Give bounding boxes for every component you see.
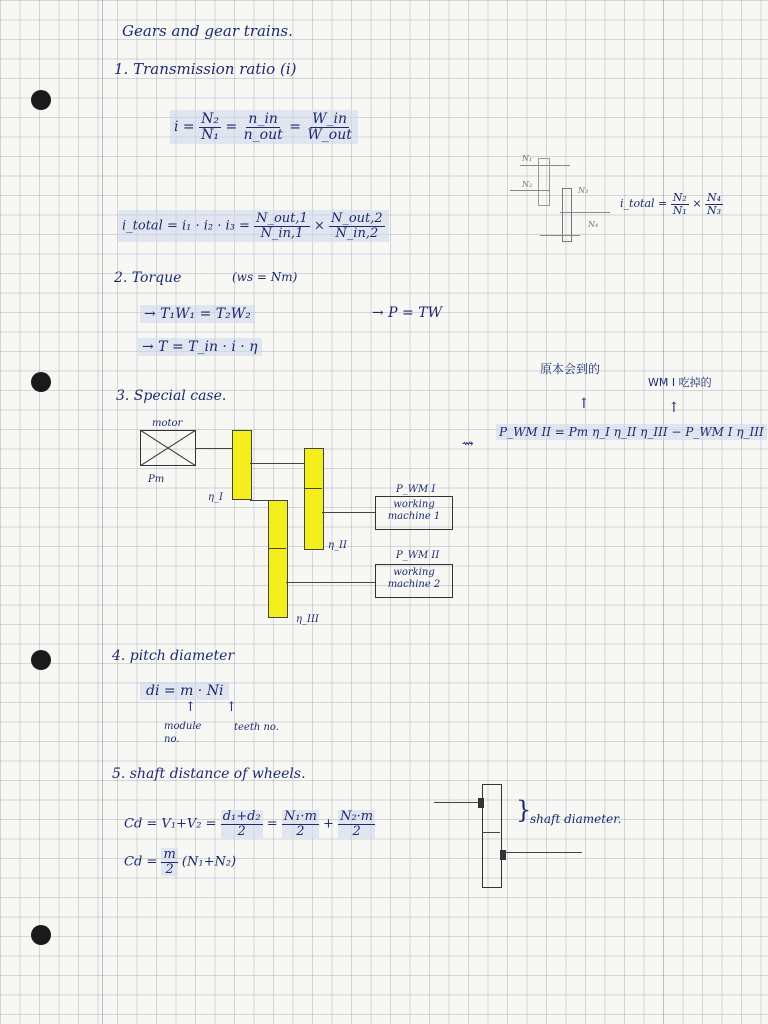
sketch-label: N₃ bbox=[578, 186, 589, 195]
wm2-power-formula: P_WM II = Pm η_I η_II η_III − P_WM I η_III bbox=[496, 424, 767, 440]
arrow-up: ↑ bbox=[185, 700, 196, 715]
working-machine-2-label: working machine 2 bbox=[387, 567, 441, 590]
page-title: Gears and gear trains. bbox=[122, 22, 293, 40]
section-1-heading: 1. Transmission ratio (i) bbox=[114, 60, 297, 78]
eq-lhs: i = bbox=[174, 119, 195, 136]
arrow-up: ↑ bbox=[226, 700, 237, 715]
torque-note: (ws = Nm) bbox=[232, 270, 298, 284]
margin-line bbox=[102, 0, 103, 1024]
binder-hole bbox=[31, 372, 51, 392]
binder-hole bbox=[31, 650, 51, 670]
torque-eq-2: → T = T_in · i · η bbox=[138, 338, 262, 356]
plus: + bbox=[323, 816, 334, 832]
section-5-heading: 5. shaft distance of wheels. bbox=[112, 766, 306, 782]
binder-hole bbox=[31, 925, 51, 945]
gear-divider bbox=[304, 488, 322, 489]
shaft-line bbox=[196, 448, 232, 449]
margin-line-right bbox=[663, 0, 664, 1024]
working-machine-2 bbox=[375, 564, 453, 598]
shaft-distance-eq-1 bbox=[124, 810, 375, 838]
binder-hole bbox=[31, 90, 51, 110]
fraction: $\frac{\text{N₂·m}}{2}$ bbox=[340, 809, 374, 839]
eq-lhs: i_total = bbox=[620, 197, 668, 211]
shaft-line bbox=[250, 463, 304, 464]
eq-lhs: Cd = bbox=[124, 854, 158, 870]
motor-label: motor bbox=[152, 418, 183, 429]
shaft-distance-eq-2 bbox=[124, 848, 236, 876]
wm2-power-label: P_WM II bbox=[396, 550, 440, 561]
fraction: $\frac{\text{N₂}}{\text{N₁}}$ bbox=[201, 111, 219, 143]
working-machine-1-label: working machine 1 bbox=[387, 499, 441, 522]
shaft-line bbox=[250, 500, 270, 501]
arrow-up: ↑ bbox=[668, 400, 680, 416]
times: × bbox=[313, 218, 325, 234]
fraction: $\frac{\text{N₁·m}}{2}$ bbox=[283, 809, 317, 839]
fraction: $\frac{\text{N\_out,2}}{N\_in,2}$ bbox=[330, 211, 383, 241]
side-total-ratio bbox=[620, 192, 723, 216]
annotation-original: 原本会到的 bbox=[540, 362, 601, 376]
gear-3 bbox=[268, 500, 288, 618]
fraction: $\frac{\text{N₂}}{\text{N₁}}$ bbox=[672, 191, 687, 217]
times: × bbox=[692, 197, 702, 211]
equals: = bbox=[289, 119, 301, 136]
wm1-power-label: P_WM I bbox=[396, 484, 436, 495]
eta-3-label: η_III bbox=[296, 614, 319, 625]
eta-1-label: η_I bbox=[208, 492, 223, 503]
equals: = bbox=[266, 816, 278, 832]
pm-label: Pm bbox=[148, 474, 165, 485]
fraction: $\frac{\text{N\_out,1}}{N\_in,1}$ bbox=[256, 211, 308, 241]
equals: = bbox=[225, 119, 238, 136]
brace: } bbox=[516, 796, 532, 824]
sketch-label: N₄ bbox=[588, 220, 599, 229]
motor-box bbox=[140, 430, 196, 466]
squiggle-arrow: ⇝ bbox=[462, 436, 474, 452]
teeth-label: teeth no. bbox=[234, 722, 279, 733]
power-eq: → P = TW bbox=[372, 305, 442, 321]
working-machine-1 bbox=[375, 496, 453, 530]
gear-1 bbox=[232, 430, 252, 500]
fraction: $\frac{W\_in}{\text{W\_out}}$ bbox=[307, 111, 352, 143]
torque-eq-1: → T₁W₁ = T₂W₂ bbox=[140, 305, 255, 323]
fraction: $\frac{m}{2}$ bbox=[163, 847, 176, 877]
eq-lhs: i_total = i₁ · i₂ · i₃ bbox=[122, 218, 235, 234]
ratio-equation bbox=[170, 110, 358, 144]
fraction: $\frac{\text{d₁+d₂}}{2}$ bbox=[222, 809, 261, 839]
eq-rhs: (N₁+N₂) bbox=[181, 854, 237, 870]
sketch-label: N₁ bbox=[522, 154, 533, 163]
section-2-heading: 2. Torque bbox=[114, 270, 182, 286]
equals: = bbox=[239, 218, 250, 234]
shaft-diameter-label: shaft diameter. bbox=[530, 812, 622, 826]
sketch-label: N₂ bbox=[522, 180, 533, 189]
shaft-line bbox=[322, 512, 376, 513]
gear-divider bbox=[268, 548, 286, 549]
arrow-up: ↑ bbox=[578, 396, 590, 412]
annotation-wm1: WM I 吃掉的 bbox=[648, 376, 712, 389]
fraction: $\frac{\text{N₄}}{\text{N₃}}$ bbox=[707, 191, 722, 217]
gear-2 bbox=[304, 448, 324, 550]
shaft-line bbox=[286, 582, 376, 583]
total-ratio-equation bbox=[118, 210, 389, 242]
module-label: module no. bbox=[164, 721, 202, 745]
section-4-heading: 4. pitch diameter bbox=[112, 648, 235, 664]
pitch-diameter-eq: di = m · Ni bbox=[140, 682, 229, 700]
eta-2-label: η_II bbox=[328, 540, 347, 551]
fraction: $\frac{n\_in}{\text{n\_out}}$ bbox=[243, 111, 283, 143]
eq-lhs: Cd = V₁+V₂ = bbox=[124, 816, 217, 832]
section-3-heading: 3. Special case. bbox=[116, 388, 227, 404]
motor-icon bbox=[140, 430, 196, 466]
